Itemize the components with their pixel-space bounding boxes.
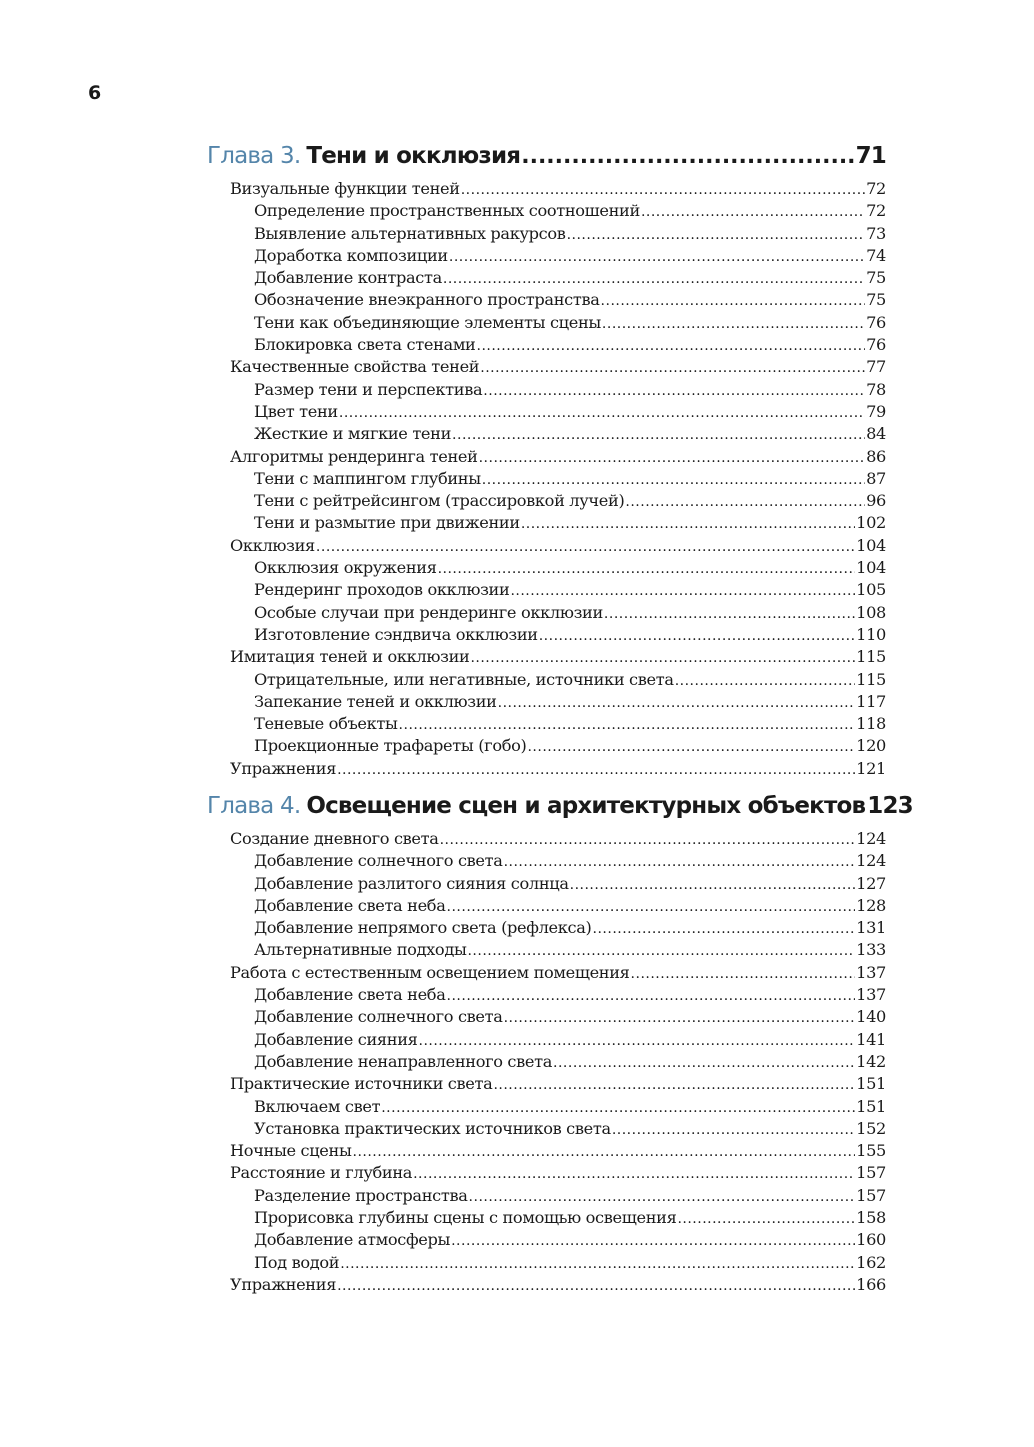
entry-page: 76: [866, 335, 886, 355]
entry-title: Особые случаи при рендеринге окклюзии: [254, 602, 603, 622]
toc-subsection-entry[interactable]: [207, 1185, 886, 1207]
toc-subsection-entry[interactable]: [207, 624, 886, 646]
dot-leader: [625, 491, 865, 513]
toc-subsection-entry[interactable]: [207, 579, 886, 601]
entry-title: Добавление света неба: [254, 895, 446, 915]
toc-entries: [207, 828, 886, 1296]
toc-chapter-4: [207, 793, 913, 1296]
entry-title: Упражнения: [230, 1274, 337, 1294]
dot-leader: [479, 447, 866, 469]
toc-section-entry[interactable]: [207, 646, 886, 668]
entry-page: 124: [856, 829, 886, 848]
entry-title: Практические источники света: [230, 1074, 493, 1094]
entry-title: Рендеринг проходов окклюзии: [254, 580, 510, 600]
entry-page: 133: [856, 940, 886, 960]
toc-section-entry[interactable]: [207, 1274, 886, 1296]
entry-title: Доработка композиции: [254, 245, 448, 265]
entry-page: 78: [866, 379, 886, 399]
entry-page: 77: [866, 357, 886, 377]
entry-title: Выявление альтернативных ракурсов: [254, 223, 566, 243]
toc-subsection-entry[interactable]: [207, 669, 886, 691]
chapter-page: 71: [855, 143, 886, 169]
entry-page: 124: [856, 851, 886, 871]
entry-page: 141: [856, 1029, 886, 1049]
entry-title: Проекционные трафареты (гобо): [254, 736, 527, 756]
toc-subsection-entry[interactable]: [207, 379, 886, 401]
entry-title: Тени как объединяющие элементы сцены: [254, 312, 601, 332]
dot-leader: [602, 313, 865, 335]
toc-subsection-entry[interactable]: [207, 334, 886, 356]
toc-subsection-entry[interactable]: [207, 691, 886, 713]
dot-leader: [353, 1141, 856, 1163]
dot-leader: [483, 380, 865, 402]
entry-title: Добавление непрямого света (рефлекса): [254, 918, 592, 938]
entry-page: 72: [866, 201, 886, 221]
entry-page: 75: [866, 290, 886, 310]
entry-page: 137: [856, 985, 886, 1005]
dot-leader: [399, 714, 856, 736]
dot-leader: [480, 357, 865, 379]
dot-leader: [604, 603, 855, 625]
entry-title: Теневые объекты: [254, 714, 398, 734]
toc-subsection-entry[interactable]: [207, 289, 886, 311]
dot-leader: [337, 1275, 855, 1297]
entry-page: 151: [856, 1096, 886, 1116]
toc-subsection-entry[interactable]: [207, 1006, 886, 1028]
entry-title: Запекание теней и окклюзии: [254, 691, 497, 711]
chapter-label: Глава 4.: [207, 793, 301, 819]
toc-subsection-entry[interactable]: [207, 850, 886, 872]
dot-leader: [419, 1030, 856, 1052]
toc-subsection-entry[interactable]: [207, 1207, 886, 1229]
entry-title: Тени и размытие при движении: [254, 513, 520, 533]
toc-section-entry[interactable]: [207, 758, 886, 780]
dot-leader: [482, 469, 865, 491]
dot-leader: [316, 536, 855, 558]
dot-leader: [337, 759, 855, 781]
entry-page: 127: [856, 873, 886, 893]
toc-section-entry[interactable]: [207, 1140, 886, 1162]
dot-leader: [469, 1186, 856, 1208]
toc-subsection-entry[interactable]: [207, 873, 886, 895]
entry-page: 137: [856, 962, 886, 982]
dot-leader: [521, 144, 854, 169]
entry-title: Добавление контраста: [254, 268, 442, 288]
toc-subsection-entry[interactable]: [207, 423, 886, 445]
entry-page: 128: [856, 895, 886, 915]
chapter-title: Тени и окклюзия: [306, 143, 521, 169]
dot-leader: [443, 268, 865, 290]
dot-leader: [521, 513, 855, 535]
dot-leader: [593, 918, 856, 940]
entry-title: Определение пространственных соотношений: [254, 201, 640, 221]
entry-title: Окклюзия окружения: [254, 558, 437, 578]
entry-page: 131: [856, 918, 886, 938]
toc-section-entry[interactable]: [207, 178, 886, 200]
dot-leader: [631, 963, 856, 985]
toc-section-entry[interactable]: [207, 828, 886, 850]
toc-subsection-entry[interactable]: [207, 984, 886, 1006]
entry-title: Добавление атмосферы: [254, 1230, 451, 1250]
entry-page: 115: [856, 647, 886, 667]
entry-page: 110: [856, 624, 886, 644]
toc-subsection-entry[interactable]: [207, 895, 886, 917]
entry-title: Добавление солнечного света: [254, 851, 503, 871]
dot-leader: [504, 1007, 856, 1029]
toc-subsection-entry[interactable]: [207, 735, 886, 757]
entry-title: Добавление разлитого сияния солнца: [254, 873, 569, 893]
toc-section-entry[interactable]: [207, 1073, 886, 1095]
entry-page: 74: [866, 245, 886, 265]
dot-leader: [493, 1074, 855, 1096]
toc-subsection-entry[interactable]: [207, 557, 886, 579]
entry-title: Ночные сцены: [230, 1141, 352, 1161]
entry-title: Работа с естественным освещением помещения: [230, 962, 630, 982]
entry-page: 160: [856, 1230, 886, 1250]
entry-title: Установка практических источников света: [254, 1118, 611, 1138]
dot-leader: [449, 246, 865, 268]
toc-subsection-entry[interactable]: [207, 223, 886, 245]
dot-leader: [570, 874, 856, 896]
toc-subsection-entry[interactable]: [207, 468, 886, 490]
toc-section-entry[interactable]: [207, 535, 886, 557]
dot-leader: [447, 985, 856, 1007]
entry-page: 115: [856, 669, 886, 689]
toc-chapter-3: [207, 143, 886, 780]
toc-subsection-entry[interactable]: [207, 1229, 886, 1251]
chapter-title: Освещение сцен и архитектурных объектов: [306, 793, 866, 819]
entry-title: Визуальные функции теней: [230, 179, 460, 198]
entry-title: Включаем свет: [254, 1096, 381, 1116]
entry-title: Цвет тени: [254, 401, 338, 421]
entry-page: 140: [856, 1007, 886, 1027]
dot-leader: [677, 1208, 855, 1230]
toc-subsection-entry[interactable]: [207, 245, 886, 267]
toc-subsection-entry[interactable]: [207, 602, 886, 624]
chapter-heading[interactable]: [207, 793, 913, 828]
chapter-heading[interactable]: [207, 143, 886, 178]
toc-entries: [207, 178, 886, 780]
dot-leader: [467, 940, 855, 962]
dot-leader: [451, 1230, 855, 1252]
entry-title: Изготовление сэндвича окклюзии: [254, 624, 538, 644]
dot-leader: [641, 201, 865, 223]
entry-page: 121: [856, 758, 886, 778]
toc-section-entry[interactable]: [207, 1162, 886, 1184]
entry-page: 152: [856, 1118, 886, 1138]
dot-leader: [612, 1119, 855, 1141]
toc-subsection-entry[interactable]: [207, 312, 886, 334]
toc-section-entry[interactable]: [207, 446, 886, 468]
chapter-label: Глава 3.: [207, 143, 301, 169]
toc-section-entry[interactable]: [207, 356, 886, 378]
entry-page: 157: [856, 1163, 886, 1183]
dot-leader: [470, 647, 855, 669]
dot-leader: [340, 1253, 855, 1275]
toc-section-entry[interactable]: [207, 962, 886, 984]
entry-page: 120: [856, 736, 886, 756]
dot-leader: [527, 736, 855, 758]
page-number: 6: [88, 82, 102, 104]
toc-subsection-entry[interactable]: [207, 401, 886, 423]
entry-title: Жесткие и мягкие тени: [254, 424, 452, 444]
entry-title: Добавление солнечного света: [254, 1007, 503, 1027]
dot-leader: [438, 558, 856, 580]
entry-page: 155: [856, 1141, 886, 1161]
entry-title: Размер тени и перспектива: [254, 379, 483, 399]
entry-page: 151: [856, 1074, 886, 1094]
entry-title: Упражнения: [230, 758, 337, 778]
entry-title: Создание дневного света: [230, 829, 439, 848]
entry-page: 162: [856, 1252, 886, 1272]
toc-subsection-entry[interactable]: [207, 1096, 886, 1118]
entry-title: Качественные свойства теней: [230, 357, 480, 377]
entry-page: 142: [856, 1051, 886, 1071]
entry-page: 87: [866, 468, 886, 488]
entry-page: 84: [866, 424, 886, 444]
dot-leader: [339, 402, 865, 424]
entry-page: 104: [856, 535, 886, 555]
dot-leader: [553, 1052, 855, 1074]
entry-page: 102: [856, 513, 886, 533]
entry-page: 166: [856, 1274, 886, 1294]
entry-title: Добавление света неба: [254, 985, 446, 1005]
entry-title: Отрицательные, или негативные, источники света: [254, 669, 674, 689]
toc-subsection-entry[interactable]: [207, 713, 886, 735]
dot-leader: [413, 1163, 855, 1185]
dot-leader: [447, 896, 856, 918]
dot-leader: [381, 1097, 855, 1119]
entry-page: 157: [856, 1185, 886, 1205]
toc-subsection-entry[interactable]: [207, 200, 886, 222]
dot-leader: [440, 829, 856, 851]
toc-subsection-entry[interactable]: [207, 939, 886, 961]
entry-page: 117: [856, 691, 886, 711]
toc-subsection-entry[interactable]: [207, 1029, 886, 1051]
dot-leader: [477, 335, 866, 357]
entry-title: Разделение пространства: [254, 1185, 468, 1205]
dot-leader: [452, 424, 865, 446]
entry-title: Добавление сияния: [254, 1029, 418, 1049]
dot-leader: [539, 625, 855, 647]
dot-leader: [675, 670, 855, 692]
entry-title: Расстояние и глубина: [230, 1163, 413, 1183]
entry-title: Алгоритмы рендеринга теней: [230, 446, 478, 466]
chapter-page: 123: [867, 793, 913, 819]
entry-page: 76: [866, 312, 886, 332]
entry-title: Окклюзия: [230, 535, 315, 555]
toc-subsection-entry[interactable]: [207, 1118, 886, 1140]
entry-title: Тени с маппингом глубины: [254, 468, 481, 488]
entry-page: 79: [866, 401, 886, 421]
entry-title: Добавление ненаправленного света: [254, 1051, 553, 1071]
toc-subsection-entry[interactable]: [207, 1051, 886, 1073]
dot-leader: [498, 692, 856, 714]
toc-subsection-entry[interactable]: [207, 267, 886, 289]
entry-title: Альтернативные подходы: [254, 940, 467, 960]
entry-page: 104: [856, 558, 886, 578]
dot-leader: [510, 580, 855, 602]
entry-title: Под водой: [254, 1252, 340, 1272]
entry-page: 108: [856, 602, 886, 622]
toc-subsection-entry[interactable]: [207, 490, 886, 512]
toc-subsection-entry[interactable]: [207, 512, 886, 534]
entry-page: 86: [866, 446, 886, 466]
dot-leader: [567, 224, 866, 246]
toc-subsection-entry[interactable]: [207, 1252, 886, 1274]
entry-page: 105: [856, 580, 886, 600]
toc-subsection-entry[interactable]: [207, 917, 886, 939]
entry-title: Блокировка света стенами: [254, 335, 476, 355]
entry-page: 158: [856, 1208, 886, 1228]
entry-title: Имитация теней и окклюзии: [230, 647, 470, 667]
entry-page: 72: [866, 179, 886, 198]
entry-title: Прорисовка глубины сцены с помощью освещения: [254, 1208, 677, 1228]
entry-title: Обозначение внеэкранного пространства: [254, 290, 600, 310]
entry-page: 118: [856, 714, 886, 734]
dot-leader: [601, 290, 866, 312]
entry-title: Тени с рейтрейсингом (трассировкой лучей): [254, 491, 625, 511]
dot-leader: [504, 851, 856, 873]
entry-page: 73: [866, 223, 886, 243]
dot-leader: [461, 179, 865, 201]
entry-page: 96: [866, 491, 886, 511]
entry-page: 75: [866, 268, 886, 288]
